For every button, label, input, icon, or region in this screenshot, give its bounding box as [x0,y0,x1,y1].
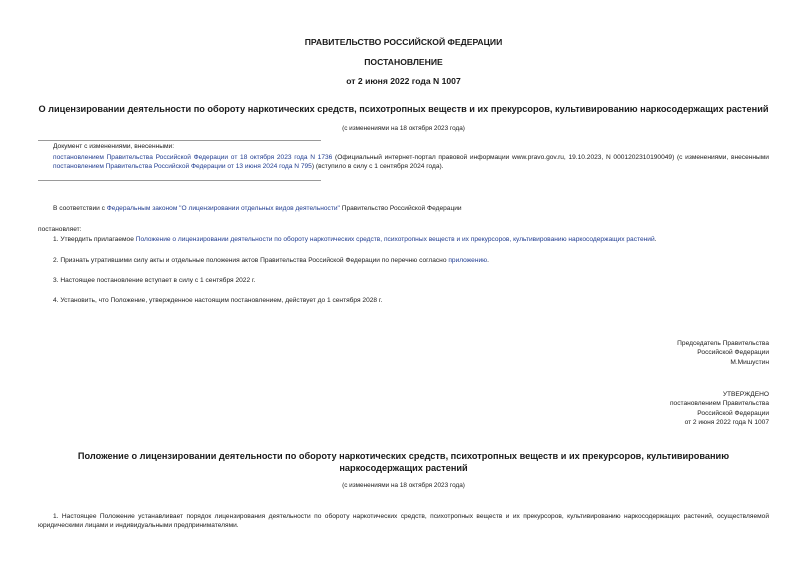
approved-line-4: от 2 июня 2022 года N 1007 [684,418,769,426]
approved-block [670,390,769,427]
item-2 [53,256,489,265]
approved-line-2: постановлением Правительства [669,400,769,408]
government-heading: ПРАВИТЕЛЬСТВО РОССИЙСКОЙ ФЕДЕРАЦИИ [304,37,503,47]
item-3: 3. Настоящее постановление вступает в силу с 1 сентября 2022 г. [53,277,256,284]
signature-line-1: Председатель Правительства [677,340,769,347]
regulation-title: Положение о лицензировании деятельности по обороту наркотических средств, психотропных веществ и их прекурсоров, культивированию наркосодержащих растений [77,451,730,473]
regulation-paragraph-1: 1. Настоящее Положение устанавливает порядок лицензирования деятельности по обороту наркотических средств, психотропных веществ и их прекурсоров, культивированию наркосодержащих растений, осуществляемой юридическими лицами и индивидуальными предпринимателями. [38,513,769,530]
amendment-link-1736[interactable]: постановлением Правительства Российской Федерации от 18 октября 2023 года N 1736 [53,154,333,161]
changes-bottom-rule [38,180,321,181]
regulation-edition-note: (с изменениями на 18 октября 2023 года) [342,482,465,489]
amendment-link-795[interactable]: постановлением Правительства Российской Федерации от 13 июня 2024 года N 795 [53,163,312,171]
signature-block [677,339,769,367]
changes-top-rule [38,140,321,141]
appendix-link[interactable]: приложению [448,257,488,264]
preamble [53,204,462,213]
changes-text-part2: ) (вступило в силу с 1 сентября 2024 года). [311,163,444,171]
signature-line-2: Российской Федерации [697,349,769,357]
resolves-text: постановляет: [38,226,82,233]
preamble-text-after: Правительство Российской Федерации [339,205,462,212]
edition-note: (с изменениями на 18 октября 2023 года) [342,125,465,132]
signature-line-3: М.Мишустин [730,358,769,366]
changes-intro: Документ с изменениями, внесенными: [53,143,175,150]
doc-date: от 2 июня 2022 года N 1007 [346,76,461,86]
item-1-prefix: 1. Утвердить прилагаемое [53,236,136,243]
doc-type-heading: ПОСТАНОВЛЕНИЕ [364,57,443,67]
law-link[interactable]: Федеральным законом "О лицензировании отдельных видов деятельности" [106,205,340,212]
item-2-prefix: 2. Признать утратившими силу акты и отдельные положения актов Правительства Российской Федерации по перечню согласно [53,257,449,264]
item-1 [53,235,656,244]
regulation-link[interactable]: Положение о лицензировании деятельности по обороту наркотических средств, психотропных веществ и их прекурсоров, культивированию наркосодержащих растений [135,236,655,243]
item-1-suffix: . [654,236,657,243]
doc-title: О лицензировании деятельности по обороту наркотических средств, психотропных веществ и их прекурсоров, культивированию наркосодержащих растений [38,104,769,114]
preamble-text-before: В соответствии с [53,205,107,212]
item-2-suffix: . [487,257,489,264]
approved-line-3: Российской Федерации [697,409,769,417]
changes-text [53,153,769,171]
changes-text-part1: (Официальный интернет-портал правовой информации www.pravo.gov.ru, 19.10.2023, N 0001202310190049) (с изменениями, внесенными [332,154,769,161]
approved-line-1: УТВЕРЖДЕНО [722,391,769,398]
item-4: 4. Установить, что Положение, утвержденное настоящим постановлением, действует до 1 сентября 2028 г. [53,297,383,304]
